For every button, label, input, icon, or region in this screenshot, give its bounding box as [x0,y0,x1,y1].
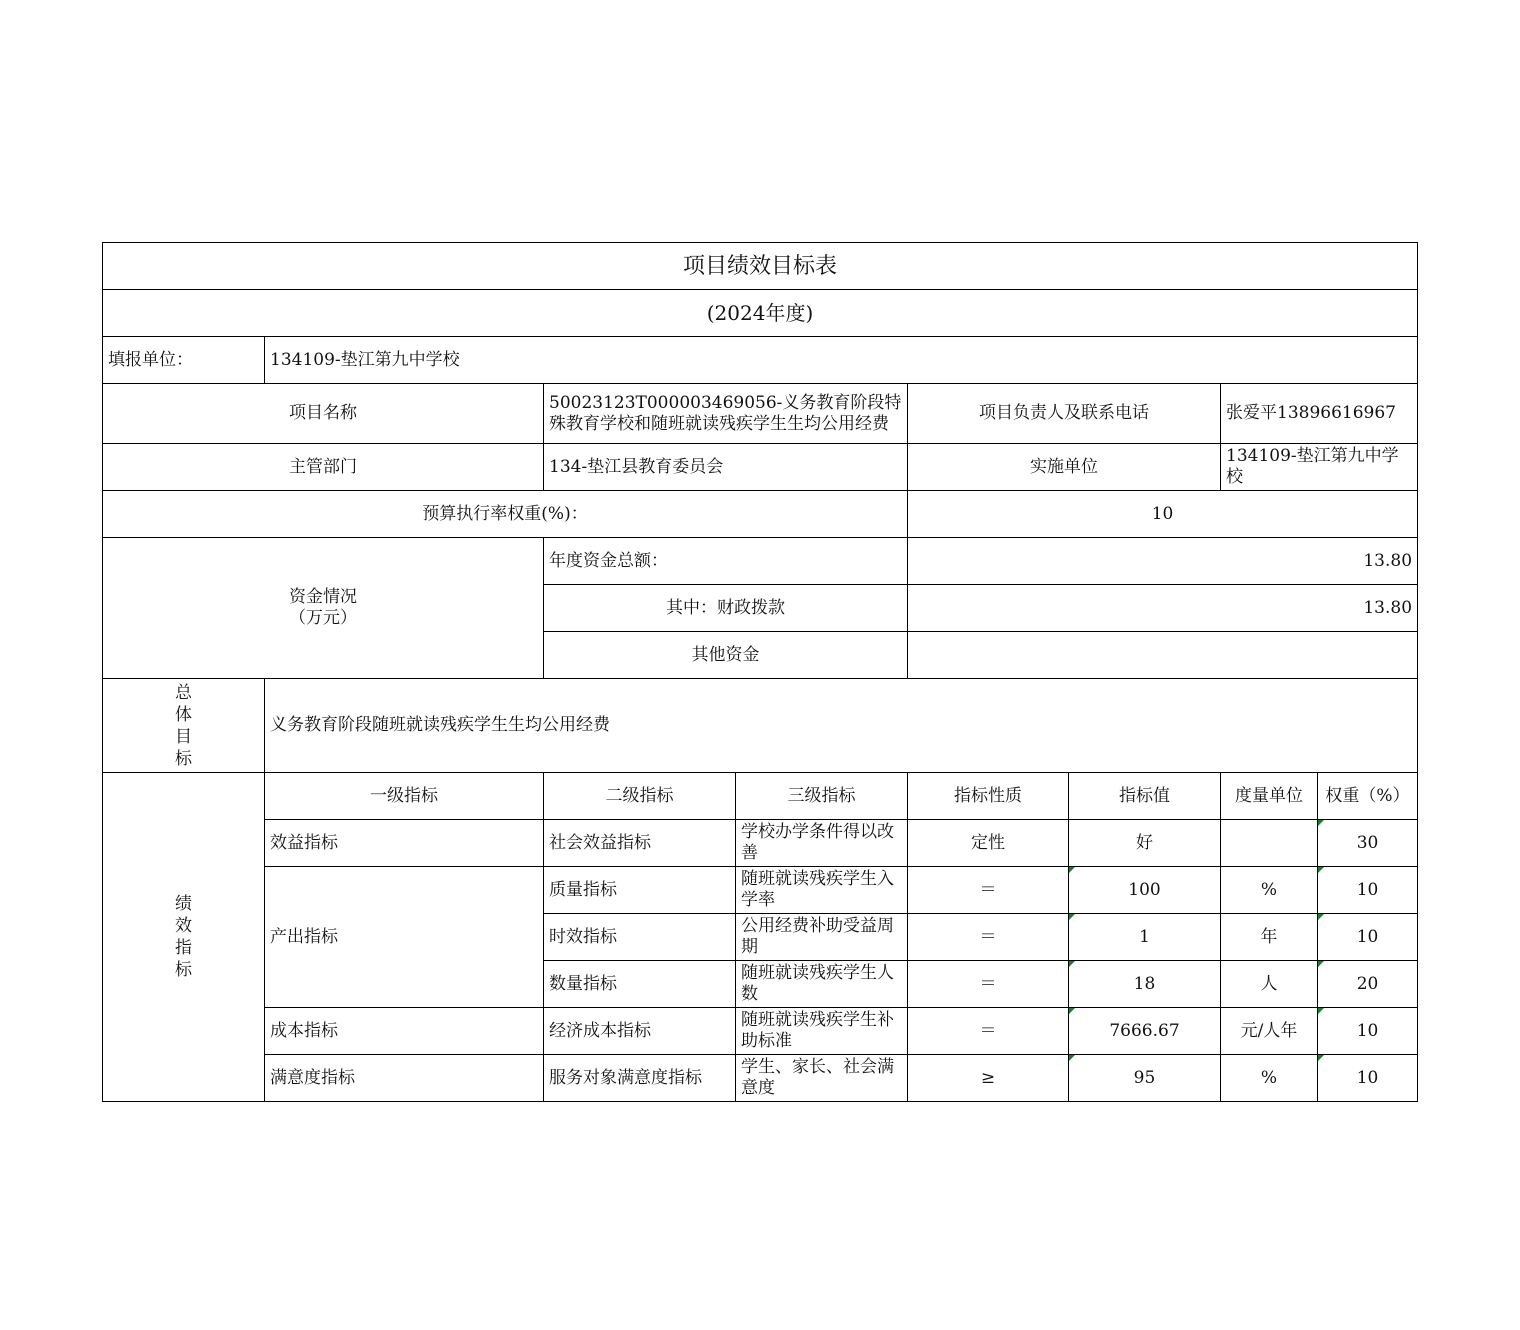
supervisor-value: 134-垫江县教育委员会 [544,444,908,491]
row-nature: ＝ [908,961,1069,1008]
overall-goal-value: 义务教育阶段随班就读残疾学生生均公用经费 [265,679,1418,773]
table-row [103,867,1418,914]
project-leader-value: 张爱平13896616967 [1221,384,1418,444]
row-value: 好 [1069,820,1221,867]
row-level2: 经济成本指标 [544,1008,736,1055]
row-level2: 服务对象满意度指标 [544,1055,736,1102]
overall-goal-label: 总体目标 [103,679,265,773]
row-value: 95 [1069,1055,1221,1102]
supervisor-label: 主管部门 [103,444,544,491]
row-weight: 10 [1318,867,1418,914]
header-value: 指标值 [1069,773,1221,820]
fill-unit-value: 134109-垫江第九中学校 [265,337,1418,384]
header-level2: 二级指标 [544,773,736,820]
row-level3: 随班就读残疾学生补助标准 [736,1008,908,1055]
row-nature: ＝ [908,1008,1069,1055]
project-name-label: 项目名称 [103,384,544,444]
row-unit: 年 [1221,914,1318,961]
row-value: 18 [1069,961,1221,1008]
row-nature: ＝ [908,867,1069,914]
project-name-value: 50023123T000003469056-义务教育阶段特殊教育学校和随班就读残疾学生生均公用经费 [544,384,908,444]
project-leader-label: 项目负责人及联系电话 [908,384,1221,444]
funds-label-line2: （万元） [289,608,357,628]
row-level2: 社会效益指标 [544,820,736,867]
row-weight: 10 [1318,1008,1418,1055]
row-unit: 人 [1221,961,1318,1008]
row-level3: 学生、家长、社会满意度 [736,1055,908,1102]
table-row [103,1055,1418,1102]
header-nature: 指标性质 [908,773,1069,820]
row-unit: % [1221,1055,1318,1102]
table-subtitle: (2024年度) [103,290,1418,337]
row-level2: 数量指标 [544,961,736,1008]
row-value: 100 [1069,867,1221,914]
table-row [103,1008,1418,1055]
row-level3: 学校办学条件得以改善 [736,820,908,867]
header-level1: 一级指标 [265,773,544,820]
row-nature: 定性 [908,820,1069,867]
header-unit: 度量单位 [1221,773,1318,820]
funds-label [103,538,544,679]
row-nature: ≥ [908,1055,1069,1102]
implementer-label: 实施单位 [908,444,1221,491]
funds-total-value: 13.80 [908,538,1418,585]
funds-total-label: 年度资金总额： [544,538,908,585]
table-title: 项目绩效目标表 [103,243,1418,290]
row-weight: 20 [1318,961,1418,1008]
funds-label-line1: 资金情况 [289,587,357,607]
row-value: 1 [1069,914,1221,961]
row-level1: 成本指标 [265,1008,544,1055]
table-row [103,820,1418,867]
indicators-section-label: 绩效指标 [103,773,265,1102]
budget-weight-label: 预算执行率权重(%)： [103,491,908,538]
implementer-value: 134109-垫江第九中学校 [1221,444,1418,491]
row-level2: 时效指标 [544,914,736,961]
header-level3: 三级指标 [736,773,908,820]
budget-weight-value: 10 [908,491,1418,538]
row-weight: 30 [1318,820,1418,867]
row-level2: 质量指标 [544,867,736,914]
funds-other-value [908,632,1418,679]
row-unit: 元/人年 [1221,1008,1318,1055]
row-level3: 公用经费补助受益周期 [736,914,908,961]
funds-fiscal-label: 其中：财政拨款 [544,585,908,632]
header-weight: 权重（%） [1318,773,1418,820]
row-weight: 10 [1318,1055,1418,1102]
fill-unit-label: 填报单位： [103,337,265,384]
row-value: 7666.67 [1069,1008,1221,1055]
row-level3: 随班就读残疾学生人数 [736,961,908,1008]
row-weight: 10 [1318,914,1418,961]
row-unit: % [1221,867,1318,914]
funds-other-label: 其他资金 [544,632,908,679]
row-level1: 满意度指标 [265,1055,544,1102]
row-level1: 效益指标 [265,820,544,867]
row-unit [1221,820,1318,867]
performance-target-table [102,242,1418,1102]
row-nature: ＝ [908,914,1069,961]
row-level1: 产出指标 [265,867,544,1008]
row-level3: 随班就读残疾学生入学率 [736,867,908,914]
funds-fiscal-value: 13.80 [908,585,1418,632]
